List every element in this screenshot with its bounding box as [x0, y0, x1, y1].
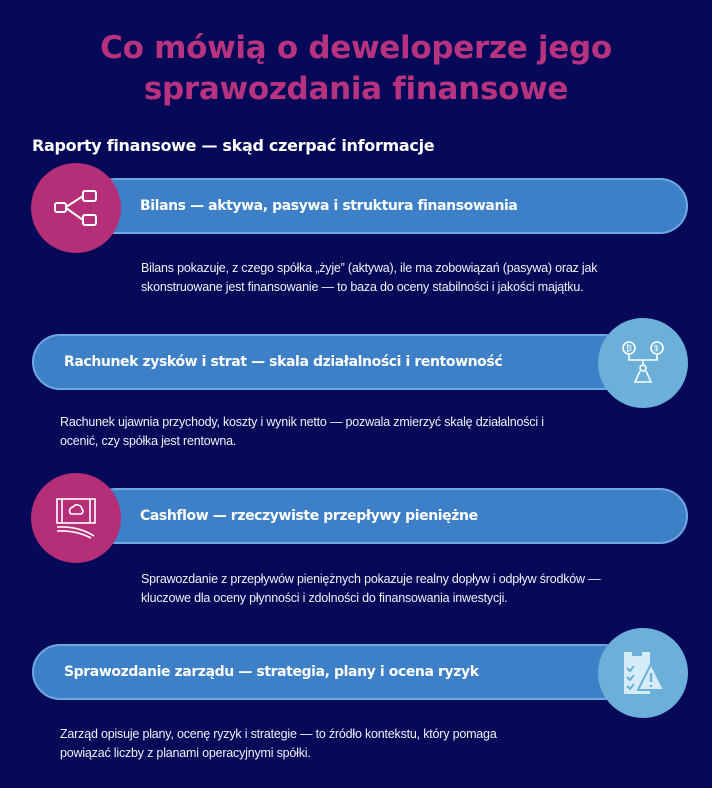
rachunek-header [32, 334, 632, 390]
zarzad-icon-circle [598, 628, 688, 718]
rachunek-icon-circle [598, 318, 688, 408]
hierarchy-icon [53, 188, 99, 228]
desc-line: Rachunek ujawnia przychody, koszty i wynik netto — pozwala zmierzyć skalę działalności i [60, 415, 544, 429]
desc-line: kluczowe dla oceny płynności i zdolności do finansowania inwestycji. [141, 591, 508, 605]
desc-line: powiązać liczby z planami operacyjnymi spółki. [60, 746, 311, 760]
desc-line: skonstruowane jest finansowanie — to baza do oceny stabilności i jakości majątku. [141, 280, 584, 294]
bilans-header [88, 178, 688, 234]
rachunek-description [60, 413, 544, 451]
item-heading: Sprawozdanie zarządu — strategia, plany i ocena ryzyk [64, 664, 479, 680]
item-heading: Cashflow — rzeczywiste przepływy pieniężne [140, 508, 478, 524]
desc-line: Zarząd opisuje plany, ocenę ryzyk i strategie — to źródło kontekstu, który pomaga [60, 727, 497, 741]
checklist-warning-icon [620, 648, 666, 698]
balance-scale-icon [620, 340, 666, 386]
section-subtitle: Raporty finansowe — skąd czerpać informacje [32, 136, 435, 155]
title-line-2: sprawozdania finansowe [143, 71, 569, 107]
svg-text:₿: ₿ [626, 344, 632, 353]
item-heading: Bilans — aktywa, pasywa i struktura finansowania [140, 198, 518, 214]
desc-line: ocenić, czy spółka jest rentowna. [60, 434, 237, 448]
item-heading: Rachunek zysków i strat — skala działalności i rentowność [64, 354, 503, 370]
cashflow-description [141, 570, 600, 608]
bilans-description [141, 259, 597, 297]
cashflow-header [88, 488, 688, 544]
cashflow-icon-circle [31, 473, 121, 563]
zarzad-header [32, 644, 632, 700]
desc-line: Bilans pokazuje, z czego spółka „żyje” (aktywa), ile ma zobowiązań (pasywa) oraz jak [141, 261, 598, 275]
page-title [0, 28, 712, 110]
desc-line: Sprawozdanie z przepływów pieniężnych pokazuje realny dopływ i odpływ środków — [141, 572, 601, 586]
cash-icon [54, 496, 98, 540]
zarzad-description [60, 725, 497, 763]
title-line-1: Co mówią o deweloperze jego [100, 30, 612, 66]
bilans-icon-circle [31, 163, 121, 253]
svg-text:$: $ [654, 344, 659, 353]
